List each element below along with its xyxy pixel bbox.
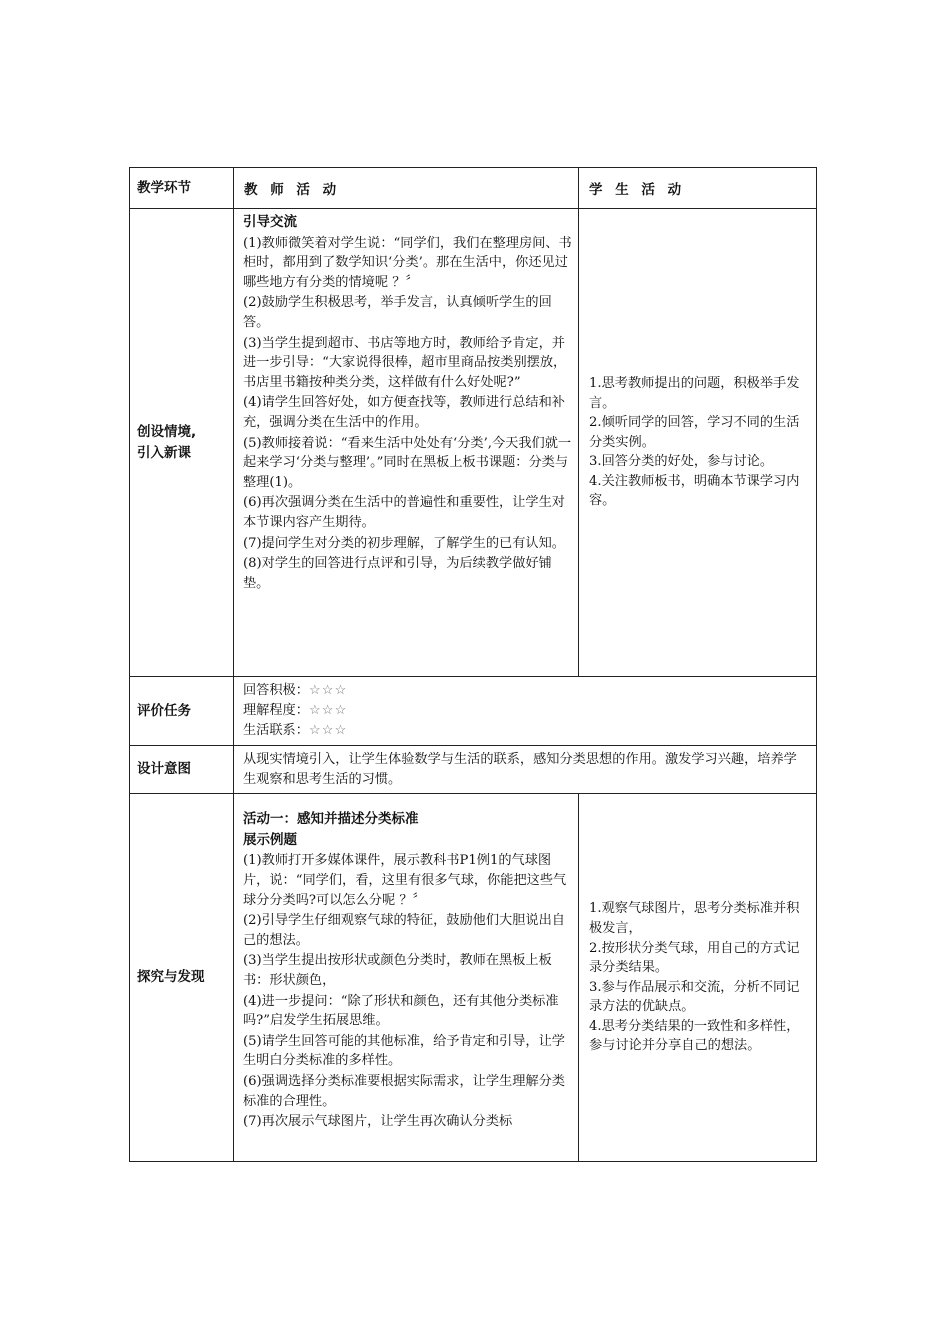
criterion — [243, 721, 810, 741]
criterion-label: 理解程度： — [243, 703, 309, 718]
star-rating: ☆☆☆ — [308, 683, 348, 698]
stage-intro-line-2: 引入新课 — [137, 444, 191, 461]
teacher-step: (5)请学生回答可能的其他标准，给予肯定和引导，让学生明白分类标准的多样性。 — [243, 1033, 565, 1069]
design-intent-row — [130, 746, 817, 794]
star-rating: ☆☆☆ — [308, 723, 348, 738]
teacher-step: (5)教师接着说：“看来生活中处处有‘分类’,今天我们就一起来学习‘分类与整理’。”同时在黑板上板书课题：分类与整理(1)。 — [243, 435, 572, 490]
student-step: 3.参与作品展示和交流，分析不同记录方法的优缺点。 — [589, 979, 800, 1015]
student-activity-explore — [579, 794, 817, 1162]
student-step: 1.思考教师提出的问题，积极举手发言。 — [589, 375, 800, 411]
student-step: 2.倾听同学的回答，学习不同的生活分类实例。 — [589, 415, 800, 450]
teacher-step: (1)教师打开多媒体课件，展示教科书P1例1的气球图片，说：“同学们，看，这里有很多气球，你能把这些气球分分类吗?可以怎么分呢 ？〞 — [243, 853, 567, 908]
teacher-activity-explore — [234, 794, 579, 1162]
teacher-step: (2)鼓励学生积极思考，举手发言，认真倾听学生的回答。 — [243, 295, 552, 330]
criterion-label: 回答积极： — [243, 683, 309, 698]
student-step: 1.观察气球图片，思考分类标准并积极发言， — [589, 901, 800, 936]
stage-design-intent: 设计意图 — [130, 746, 234, 794]
lesson-plan-table — [129, 167, 817, 1162]
student-step: 2.按形状分类气球，用自己的方式记录分类结果。 — [589, 940, 800, 976]
teacher-step: (6)再次强调分类在生活中的普遍性和重要性，让学生对本节课内容产生期待。 — [243, 495, 565, 530]
evaluation-criteria — [234, 677, 817, 746]
teacher-subtitle: 展示例题 — [243, 831, 297, 848]
section-explore-row — [130, 794, 817, 1162]
teacher-step: (4)进一步提问：“除了形状和颜色，还有其他分类标准吗?”启发学生拓展思维。 — [243, 993, 559, 1029]
stage-evaluation: 评价任务 — [130, 677, 234, 746]
teacher-activity-intro — [234, 209, 579, 677]
teacher-subtitle: 引导交流 — [243, 214, 297, 230]
student-step: 3.回答分类的好处，参与讨论。 — [589, 454, 774, 470]
teacher-step: (8)对学生的回答进行点评和引导，为后续教学做好铺垫。 — [243, 556, 552, 591]
design-intent-text: 从现实情境引入，让学生体验数学与生活的联系，感知分类思想的作用。激发学习兴趣，培养学生观察和思考生活的习惯。 — [234, 746, 817, 794]
header-row — [130, 168, 817, 209]
criterion — [243, 681, 810, 701]
teacher-step: (3)当学生提出按形状或颜色分类时，教师在黑板上板书：形状颜色， — [243, 953, 552, 988]
criterion — [243, 701, 810, 721]
criterion-label: 生活联系： — [243, 723, 309, 738]
section-intro-row — [130, 209, 817, 677]
teacher-step: (4)请学生回答好处，如方便查找等，教师进行总结和补充，强调分类在生活中的作用。 — [243, 395, 565, 430]
teacher-step: (3)当学生提到超市、书店等地方时，教师给予肯定，并进一步引导：“大家说得很棒，超市里商品按类别摆放，书店里书籍按种类分类，这样做有什么好处呢?” — [243, 335, 567, 390]
student-step: 4.关注教师板书，明确本节课学习内容。 — [589, 473, 800, 509]
header-student-activity: 学 生 活 动 — [579, 168, 817, 209]
teacher-step: (6)强调选择分类标准要根据实际需求，让学生理解分类标准的合理性。 — [243, 1073, 565, 1109]
activity-title: 活动一：感知并描述分类标准 — [243, 811, 419, 828]
header-teacher-activity: 教 师 活 动 — [234, 168, 579, 209]
evaluation-row — [130, 677, 817, 746]
teacher-step: (2)引导学生仔细观察气球的特征，鼓励他们大胆说出自己的想法。 — [243, 913, 565, 948]
stage-intro — [130, 209, 234, 677]
header-stage: 教学环节 — [130, 168, 234, 209]
star-rating: ☆☆☆ — [308, 703, 348, 718]
stage-intro-line-1: 创设情境, — [137, 423, 197, 440]
teacher-step: (1)教师微笑着对学生说：“同学们，我们在整理房间、书柜时，都用到了数学知识‘分类’。那在生活中，你还见过哪些地方有分类的情境呢 ？〞 — [243, 235, 572, 290]
student-step: 4.思考分类结果的一致性和多样性，参与讨论并分享自己的想法。 — [589, 1018, 800, 1054]
teacher-step: (7)再次展示气球图片，让学生再次确认分类标 — [243, 1114, 513, 1130]
stage-explore: 探究与发现 — [130, 794, 234, 1162]
student-activity-intro — [579, 209, 817, 677]
teacher-step: (7)提问学生对分类的初步理解，了解学生的已有认知。 — [243, 535, 565, 551]
